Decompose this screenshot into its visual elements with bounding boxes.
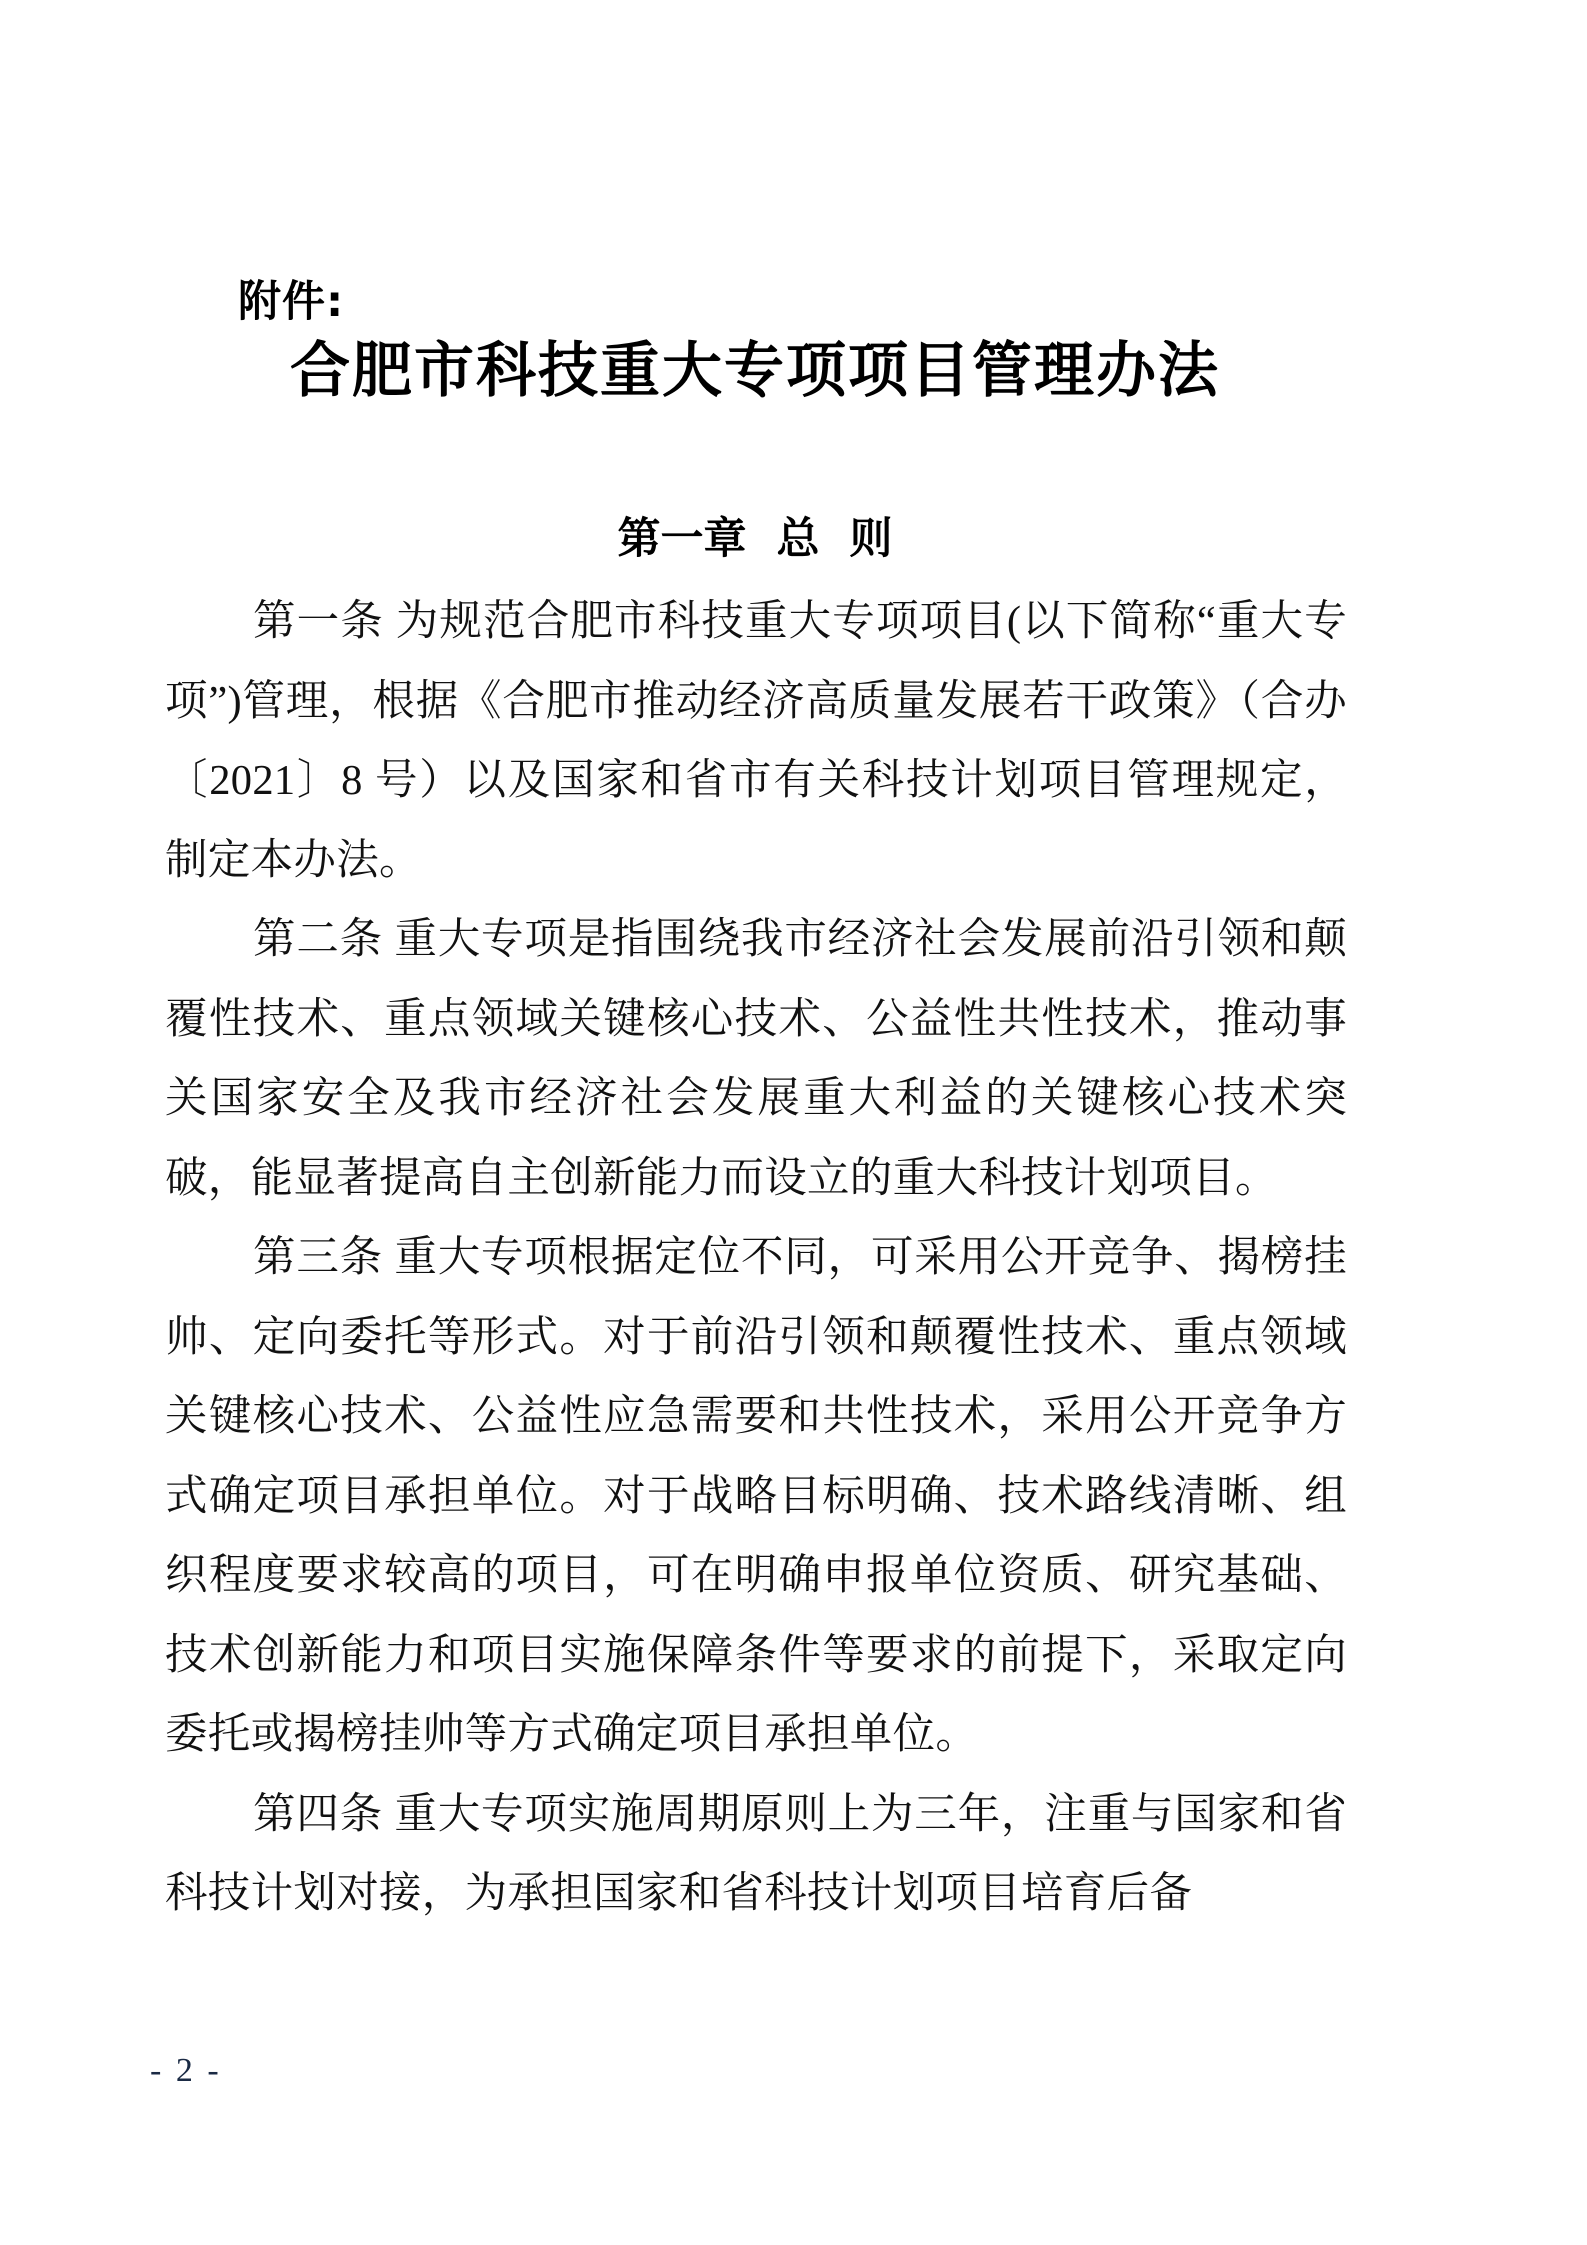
body-text-block bbox=[165, 582, 1347, 1934]
article-paragraph-4: 第四条 重大专项实施周期原则上为三年，注重与国家和省科技计划对接，为承担国家和省科技计划项目培育后备 bbox=[165, 1790, 1347, 1917]
page-number: - 2 - bbox=[150, 2052, 222, 2089]
article-paragraph-1: 第一条 为规范合肥市科技重大专项项目(以下简称“重大专项”)管理，根据《合肥市推动经济高质量发展若干政策》（合办〔2021〕8 号）以及国家和省市有关科技计划项目管理规定，制定本办法。 bbox=[165, 598, 1347, 884]
article-paragraph-3: 第三条 重大专项根据定位不同，可采用公开竞争、揭榜挂帅、定向委托等形式。对于前沿引领和颠覆性技术、重点领域关键核心技术、公益性应急需要和共性技术，采用公开竞争方式确定项目承担单位。对于战略目标明确、技术路线清晰、组织程度要求较高的项目，可在明确申报单位资质、研究基础、技术创新能力和项目实施保障条件等要求的前提下，采取定向委托或揭榜挂帅等方式确定项目承担单位。 bbox=[165, 1234, 1347, 1758]
page-title: 合肥市科技重大专项项目管理办法 bbox=[290, 336, 1220, 406]
article-paragraph-2: 第二条 重大专项是指围绕我市经济社会发展前沿引领和颠覆性技术、重点领域关键核心技术、公益性共性技术，推动事关国家安全及我市经济社会发展重大利益的关键核心技术突破，能显著提高自主创新能力而设立的重大科技计划项目。 bbox=[165, 916, 1347, 1202]
attachment-label: 附件: bbox=[238, 277, 345, 327]
chapter-heading: 第一章 总 则 bbox=[617, 514, 893, 564]
